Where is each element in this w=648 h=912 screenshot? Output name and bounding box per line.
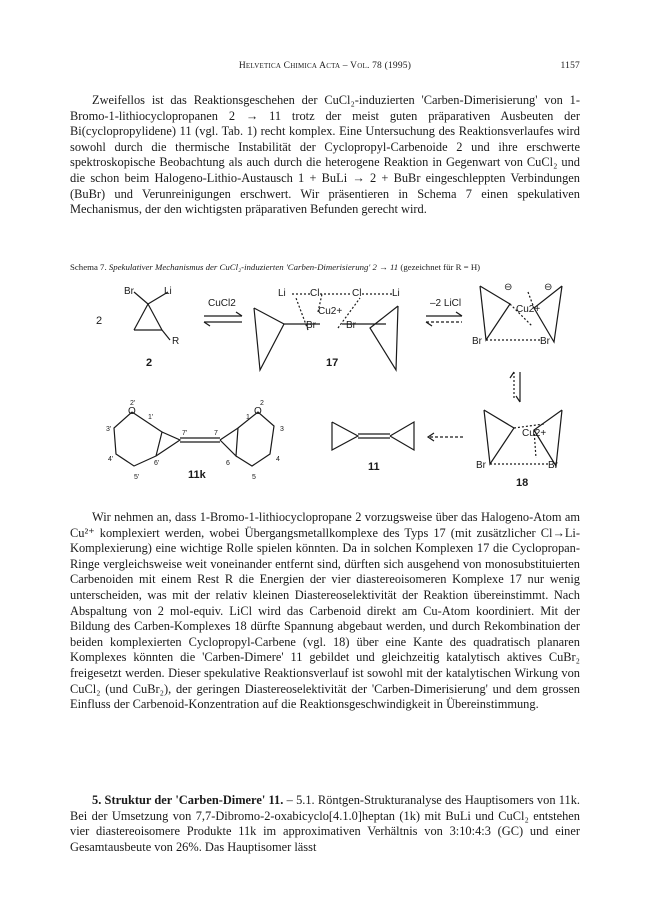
equilibrium-arrow-2 [426,312,462,326]
locant-7prime: 7' [182,430,188,437]
compound-number-18: 18 [516,477,529,489]
label-cu-top: Cu2+ [516,304,541,315]
locant-3: 3 [280,426,284,433]
label-r: R [172,336,180,347]
vertical-equilibrium-arrow [510,372,520,402]
locant-1: 1 [246,414,250,421]
locant-7: 7 [214,430,218,437]
locant-2prime: 2' [130,400,136,407]
locant-6prime: 6' [154,460,160,467]
paragraph-mechanism [70,510,580,713]
caption-label: Schema 7. [70,262,107,272]
label-cu-18: Cu2+ [522,428,547,439]
locant-1prime: 1' [148,414,154,421]
label-br-18-right: Br [548,460,558,471]
journal-title: Helvetica Chimica Acta – Vol. 78 (1995) [238,61,412,71]
paragraph-intro-text: Zweifellos ist das Reaktionsgeschehen der CuCl₂-induzierten 'Carben-Dimerisierung' von 1-Bromo-1-lithiocyclopropanen 2 → 11 trotz der meist guten präparativen Ausbeuten der Bi(cyclopropylidene) 11 (vgl. Tab. 1) recht komplex. Eine Untersuchung des Reaktionsverlaufes wird sowohl durch die thermische Instabilität der Cyclopropyl-Carbenoide 2 und ihre erschwerte spektroskopische Beobachtung als auch durch die heterogene Reaktion in Gegenwart von CuCl₂ und die schon beim Halogeno-Lithio-Austausch 1 + BuLi → 2 + BuBr eingeschleppten Verbindungen (BuBr) und Verunreinigungen erschwert. Wir präsentieren in Schema 7 einen spekulativen Mechanismus, der den wichtigsten präparativen Befunden gerecht wird. [70,93,580,217]
label-br-top-right: Br [540,336,550,347]
label-li-right: Li [392,288,400,299]
label-br: Br [124,286,134,297]
locant-3prime: 3' [106,426,112,433]
label-br-left-17: Br [306,320,316,331]
label-o-left: O [128,406,136,417]
page-number: 1157 [560,61,580,71]
label-cu-17: Cu2+ [318,306,343,317]
label-li: Li [164,286,172,297]
bis-oxabicycloheptylidene-11k-structure [114,412,274,466]
section-5-text: – 5.1. Röntgen-Strukturanalyse des Hauptisomers von 11k. Bei der Umsetzung von 7,7-Dibromo-2-oxabicyclo[4.1.0]heptan (1k) mit BuLi und CuCl₂ entstehen vier diastereoisomere Produkte 11k im approximativen Verhältnis von 3:10:4:3 (GC) und einer Gesamtausbeute von 26%. Das Hauptisomer lässt [70,793,581,854]
label-minus-licl: –2 LiCl [430,298,462,309]
compound-number-11k: 11k [188,469,206,481]
label-br-right-17: Br [346,320,356,331]
compound-number-2: 2 [146,357,153,369]
arrow-to-11 [428,433,464,441]
locant-4: 4 [276,456,280,463]
bicyclopropylidene-11-structure [332,422,414,450]
scheme-caption [70,262,590,273]
locant-4prime: 4' [108,456,114,463]
section-5 [70,793,580,855]
caption-note: (gezeichnet für R = H) [400,262,481,272]
locant-5: 5 [252,474,256,481]
paragraph-intro [70,93,580,218]
equilibrium-arrow-1 [204,312,242,326]
carbenoid-2-structure [134,292,170,340]
compound-number-17: 17 [326,357,339,369]
caption-title: Spekulativer Mechanismus der CuCl₂-induzierten 'Carben-Dimerisierung' 2 → 11 [108,262,399,272]
section-5-title: 5. Struktur der 'Carben-Dimere' 11. [92,793,284,807]
label-br-top-left: Br [472,336,482,347]
label-o-right: O [254,406,262,417]
locant-2: 2 [260,400,264,407]
stoichiometric-coefficient: 2 [96,315,103,327]
paragraph-mechanism-text: Wir nehmen an, dass 1-Bromo-1-lithiocyclopropane 2 vorzugsweise über das Halogeno-Atom am Cu²⁺ komplexiert werden, wobei Übergangsmetallkomplexe des Typs 17 (mit zusätzlicher Cl→Li-Komplexierung) eine wichtige Rolle spielen könnten. Da in solchen Komplexen 17 die Cyclopropan-Ringe vergleichsweise weit voneinander entfernt sind, dürften sich ausgehend von monosubstituierten Carbenoiden mit einem Rest R die Energien der vier diastereoisomeren Komplexe 17 nur wenig unterscheiden, was mit der relativ kleinen Diastereoselektivität der Reaktion übereinstimmt. Nach Abspaltung von 2 mol-equiv. LiCl wird das Carbenoid direkt am Cu-Atom koordiniert. Mit der Bildung des Carben-Komplexes 18 dürfte Spannung abgebaut werden, und durch Rekombination der beiden komplexierten Cyclopropyl-Carbene (vgl. 18) über eine Kante des quadratisch planaren Komplexes könnten die 'Carben-Dimere' 11 gebildet und gleichzeitig katalytisch aktives CuBr₂ freigesetzt werden. Dieser spekulative Reaktionsverlauf ist sowohl mit der katalytischen Wirkung von CuCl₂ (und CuBr₂), der geringen Diastereoselektivität der 'Carben-Dimerisierung' und dem grossen Einfluss der Carbenoid-Konzentration auf die Reaktionsgeschwindigkeit in Übereinstimmung. [70,510,580,712]
label-minus-charge-b: ⊖ [544,282,553,293]
compound-number-11: 11 [368,461,380,473]
label-minus-charge-a: ⊖ [504,282,513,293]
label-li-left: Li [278,288,286,299]
label-cl-left: Cl [310,288,320,299]
reaction-scheme [70,278,590,498]
locant-6: 6 [226,460,230,467]
label-br-18-left: Br [476,460,486,471]
running-head [70,61,580,75]
locant-5prime: 5' [134,474,140,481]
label-cl-right: Cl [352,288,362,299]
reagent-cucl2: CuCl2 [208,298,236,309]
